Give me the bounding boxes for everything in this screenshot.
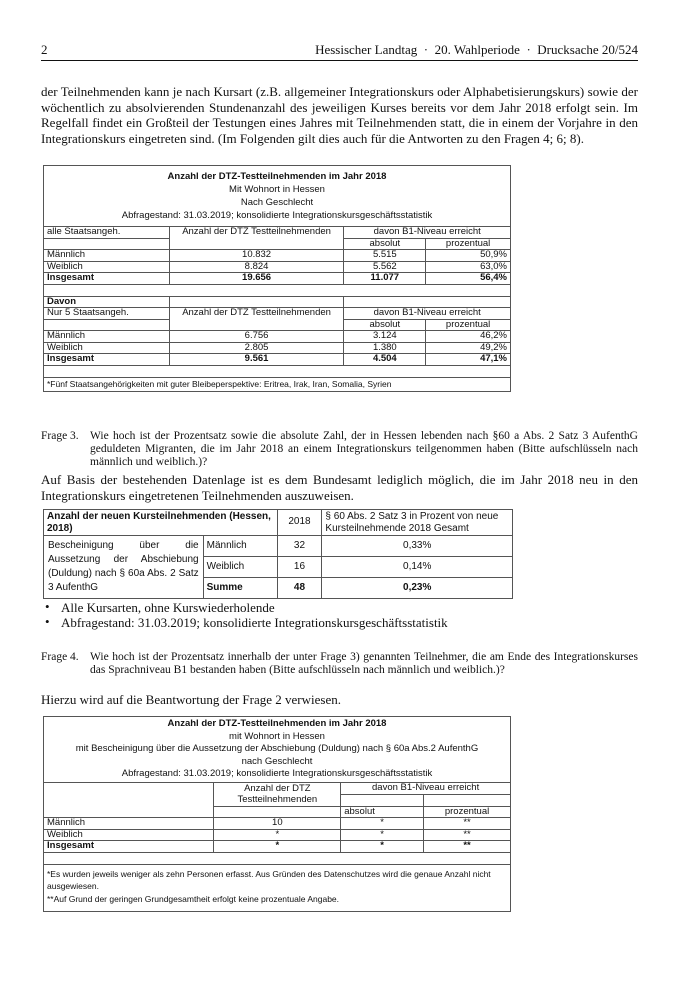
cell-count: 9.561 [169, 354, 344, 366]
row-label: Weiblich [203, 557, 277, 578]
table-row-total [44, 354, 511, 366]
row-label: Weiblich [44, 261, 170, 273]
cell-pct: 47,1% [426, 354, 511, 366]
cell-count: 2.805 [169, 342, 344, 354]
table2-head-year: 2018 [277, 510, 322, 536]
table1-subtitle: Abfragestand: 31.03.2019; konsolidierte Integrationskursgeschäftsstatistik [121, 210, 433, 221]
col-pct-header: prozentual [426, 319, 511, 331]
table-row [44, 261, 511, 273]
cell-pct: 0,23% [322, 578, 513, 599]
table3-footnote: **Auf Grund der geringen Grundgesamtheit erfolgt keine prozentuale Angabe. [47, 893, 340, 904]
list-item-text: Abfragestand: 31.03.2019; konsolidierte Integrationskursgeschäftsstatistik [61, 615, 448, 630]
question-3 [41, 430, 638, 470]
block1-label: alle Staatsangeh. [44, 227, 170, 239]
table3-subtitle: Abfragestand: 31.03.2019; konsolidierte Integrationskursgeschäftsstatistik [121, 768, 433, 779]
table-row-total [44, 273, 511, 285]
table1-title-cell [44, 166, 511, 227]
cell-count: * [214, 829, 341, 841]
cell-pct: 56,4% [426, 273, 511, 285]
col-count-header: Anzahl der DTZ Testteilnehmenden [169, 227, 344, 239]
cell-count: * [214, 841, 341, 853]
separator: · [526, 42, 531, 57]
table1-subtitle: Mit Wohnort in Hessen [229, 184, 325, 195]
col-count-header: Anzahl der DTZ Testteilnehmenden [169, 308, 344, 320]
cell-abs: 5.515 [344, 250, 426, 262]
table-row [44, 250, 511, 262]
row-label: Insgesamt [44, 841, 214, 853]
cell-pct: 0,14% [322, 557, 513, 578]
col-abs-header: absolut [344, 319, 426, 331]
table3-footnote: *Es wurden jeweils weniger als zehn Personen erfasst. Aus Gründen des Datenschutzes wird die genaue Anzahl nicht ausgewiesen. [47, 868, 491, 891]
page-header [41, 42, 638, 60]
block2-label: Nur 5 Staatsangeh. [44, 308, 170, 320]
table2-group-label: Bescheinigung über die Aussetzung der Abschiebung (Duldung) nach § 60a Abs. 2 Satz 3 AufenthG [44, 536, 204, 599]
cell-value: 48 [277, 578, 322, 599]
table2-head-right: § 60 Abs. 2 Satz 3 in Prozent von neue Kursteilnehmende 2018 Gesamt [322, 510, 513, 536]
cell-abs: 11.077 [344, 273, 426, 285]
table2-head-left: Anzahl der neuen Kursteilnehmenden (Hessen, 2018) [44, 510, 278, 536]
cell-count: 8.824 [169, 261, 344, 273]
table3-title-cell [44, 717, 511, 783]
col-count-header: Anzahl der DTZ Testteilnehmenden [214, 782, 341, 806]
table3-subtitle: nach Geschlecht [241, 755, 313, 767]
cell-abs: * [341, 841, 424, 853]
col-abs-header: absolut [344, 238, 426, 250]
separator: · [423, 42, 429, 57]
question-label: Frage 4. [41, 651, 79, 663]
publication: Hessischer Landtag [315, 42, 418, 57]
cell-pct: 0,33% [322, 536, 513, 557]
header-right [315, 42, 638, 58]
table1-title: Anzahl der DTZ-Testteilnehmenden im Jahr 2018 [167, 171, 387, 182]
row-label: Weiblich [44, 342, 170, 354]
question-4 [41, 651, 638, 691]
cell-abs: * [341, 818, 424, 830]
table-row [44, 829, 511, 841]
table3-subtitle: mit Wohnort in Hessen [229, 730, 325, 742]
cell-abs: 1.380 [344, 342, 426, 354]
table-new-participants [43, 509, 513, 599]
doc-number: Drucksache 20/524 [537, 42, 638, 57]
table-dtz-duldung [43, 716, 511, 912]
table3-footnotes [44, 864, 511, 912]
header-rule [41, 60, 638, 61]
cell-value: 16 [277, 557, 322, 578]
col-pct-header: prozentual [426, 238, 511, 250]
cell-abs: 4.504 [344, 354, 426, 366]
question-label: Frage 3. [41, 430, 79, 442]
col-pct-header: prozentual [424, 806, 511, 818]
answer-3: Auf Basis der bestehenden Datenlage ist es dem Bundesamt lediglich möglich, die im Jahr 2018 neu in den Integrationskurs eingetretenen Teilnehmenden auszuweisen. [41, 472, 638, 503]
table-dtz-2018 [43, 165, 511, 392]
cell-abs: * [341, 829, 424, 841]
cell-count: 19.656 [169, 273, 344, 285]
cell-pct: 50,9% [426, 250, 511, 262]
davon-label: Davon [44, 296, 170, 308]
row-label: Männlich [44, 250, 170, 262]
bullet-icon: • [45, 599, 50, 614]
row-label: Männlich [44, 818, 214, 830]
cell-abs: 3.124 [344, 331, 426, 343]
table3-title: Anzahl der DTZ-Testteilnehmenden im Jahr 2018 [167, 718, 387, 729]
page-number: 2 [41, 42, 48, 57]
row-label: Insgesamt [44, 273, 170, 285]
period: 20. Wahlperiode [434, 42, 520, 57]
table-row [44, 331, 511, 343]
question-text: Wie hoch ist der Prozentsatz innerhalb der unter Frage 3) genannten Teilnehmer, die am Ende des Integrationskurses das Sprachniveau B1 bestanden haben (Bitte aufschlüsseln nach männlich und weiblich.)? [90, 651, 638, 676]
cell-pct: ** [424, 818, 511, 830]
row-label: Insgesamt [44, 354, 170, 366]
question-text: Wie hoch ist der Prozentsatz sowie die absolute Zahl, der in Hessen lebenden nach §60 a Abs. 2 Satz 3 AufenthG geduldeten Migranten, die im Jahr 2018 an einem Integrationskurs teilgenommen haben (Bitte aufschlüsseln nach männlich und weiblich.)? [90, 430, 638, 468]
col-b1-header: davon B1-Niveau erreicht [341, 782, 511, 794]
cell-pct: 49,2% [426, 342, 511, 354]
table-row [44, 342, 511, 354]
list-item-text: Alle Kursarten, ohne Kurswiederholende [61, 600, 275, 615]
table1-footnote: *Fünf Staatsangehörigkeiten mit guter Bleibeperspektive: Eritrea, Irak, Iran, Somalia, Syrien [44, 377, 511, 391]
table-row [44, 818, 511, 830]
col-b1-header: davon B1-Niveau erreicht [344, 308, 511, 320]
row-label: Summe [203, 578, 277, 599]
bullet-icon: • [45, 614, 50, 629]
cell-pct: ** [424, 841, 511, 853]
answer-4: Hierzu wird auf die Beantwortung der Frage 2 verwiesen. [41, 692, 341, 707]
row-label: Männlich [203, 536, 277, 557]
row-label: Weiblich [44, 829, 214, 841]
cell-pct: 46,2% [426, 331, 511, 343]
cell-pct: ** [424, 829, 511, 841]
cell-value: 32 [277, 536, 322, 557]
row-label: Männlich [44, 331, 170, 343]
cell-abs: 5.562 [344, 261, 426, 273]
cell-count: 10.832 [169, 250, 344, 262]
table-row-total [44, 841, 511, 853]
cell-count: 10 [214, 818, 341, 830]
col-b1-header: davon B1-Niveau erreicht [344, 227, 511, 239]
table3-subtitle: mit Bescheinigung über die Aussetzung der Abschiebung (Duldung) nach § 60a Abs.2 AufenthG [75, 743, 479, 754]
intro-paragraph: der Teilnehmenden kann je nach Kursart (z.B. allgemeiner Integrationskurs oder Alphabetisierungskurs) sowie der wöchentlich zu absolvierenden Stundenanzahl des jeweiligen Kurses bereits vor dem Jahr 2018 erfolgt sein. Im Regelfall findet ein Großteil der Testungen eines Jahres mit Teilnehmenden statt, die in einem der Vorjahre in den Integrationskurs eingetreten sind. (Im Folgenden gilt dies auch für die Antworten zu den Fragen 4; 6; 8). [41, 84, 638, 146]
cell-count: 6.756 [169, 331, 344, 343]
col-abs-header: absolut [341, 806, 424, 818]
cell-pct: 63,0% [426, 261, 511, 273]
table1-subtitle: Nach Geschlecht [240, 197, 314, 208]
